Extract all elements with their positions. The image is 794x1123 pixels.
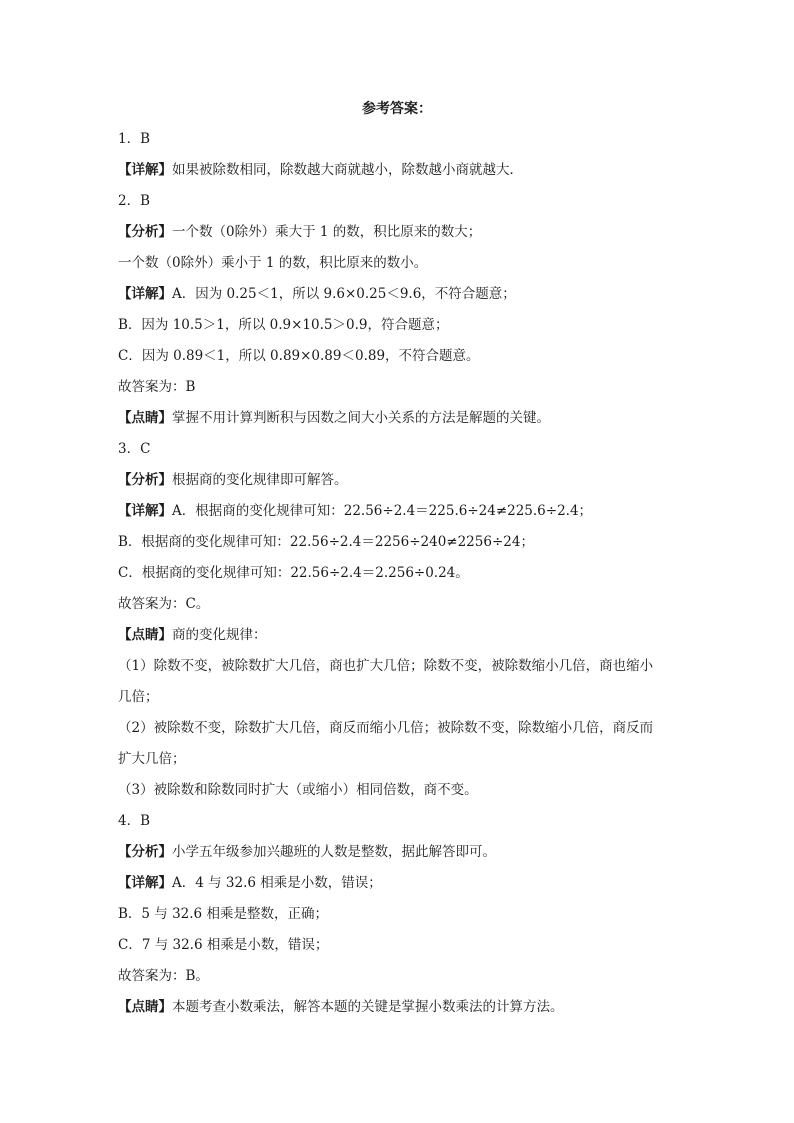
- answer-line: [118, 837, 678, 868]
- line-text: （3）被除数和除数同时扩大（或缩小）相同倍数，商不变。: [118, 782, 478, 798]
- answer-line: [118, 961, 678, 992]
- answer-line: [118, 248, 678, 279]
- section-tag: 【点睛】: [118, 999, 172, 1015]
- line-text: （1）除数不变，被除数扩大几倍，商也扩大几倍；除数不变，被除数缩小几倍，商也缩小: [118, 658, 654, 674]
- line-text: 本题考查小数乘法，解答本题的关键是掌握小数乘法的计算方法。: [172, 999, 564, 1015]
- section-tag: 【详解】: [118, 503, 172, 519]
- section-tag: 【详解】: [118, 875, 172, 891]
- answer-line: [118, 868, 678, 899]
- answer-line: [118, 124, 678, 155]
- answer-line: [118, 341, 678, 372]
- line-text: 商的变化规律：: [172, 627, 267, 643]
- answer-line: [118, 155, 678, 186]
- answer-line: [118, 217, 678, 248]
- answer-line: [118, 527, 678, 558]
- section-tag: 【点睛】: [118, 410, 172, 426]
- page-title: 参考答案：: [362, 101, 432, 117]
- line-text: A．4 与 32.6 相乘是小数，错误；: [172, 875, 382, 891]
- line-text: 根据商的变化规律即可解答。: [172, 472, 348, 488]
- section-tag: 【详解】: [118, 162, 172, 178]
- answer-line: [118, 775, 678, 806]
- line-text: A．根据商的变化规律可知：22.56÷2.4＝225.6÷24≠225.6÷2.4；: [172, 503, 593, 519]
- line-text: B．因为 10.5＞1，所以 0.9×10.5＞0.9，符合题意；: [118, 317, 449, 333]
- answer-content: [118, 124, 678, 1023]
- line-text: 几倍；: [118, 689, 159, 705]
- line-text: 2．B: [118, 193, 151, 209]
- section-tag: 【分析】: [118, 844, 172, 860]
- line-text: 一个数（0除外）乘小于 1 的数，积比原来的数小。: [118, 255, 428, 271]
- line-text: 小学五年级参加兴趣班的人数是整数，据此解答即可。: [172, 844, 496, 860]
- section-tag: 【点睛】: [118, 627, 172, 643]
- answer-line: [118, 372, 678, 403]
- line-text: 4．B: [118, 813, 151, 829]
- line-text: C．根据商的变化规律可知：22.56÷2.4＝2.256÷0.24。: [118, 565, 469, 581]
- section-tag: 【详解】: [118, 286, 172, 302]
- answer-line: [118, 186, 678, 217]
- answer-line: [118, 806, 678, 837]
- line-text: （2）被除数不变，除数扩大几倍，商反而缩小几倍；被除数不变，除数缩小几倍，商反而: [118, 720, 654, 736]
- answer-line: [118, 558, 678, 589]
- answer-line: [118, 403, 678, 434]
- answer-line: [118, 744, 678, 775]
- line-text: C．7 与 32.6 相乘是小数，错误；: [118, 937, 329, 953]
- answer-line: [118, 682, 678, 713]
- line-text: A．因为 0.25＜1，所以 9.6×0.25＜9.6，不符合题意；: [172, 286, 516, 302]
- line-text: 掌握不用计算判断积与因数之间大小关系的方法是解题的关键。: [172, 410, 550, 426]
- answer-line: [118, 930, 678, 961]
- line-text: 扩大几倍；: [118, 751, 186, 767]
- answer-line: [118, 496, 678, 527]
- answer-line: [118, 651, 678, 682]
- line-text: 1．B: [118, 131, 151, 147]
- line-text: 故答案为：C。: [118, 596, 210, 612]
- answer-line: [118, 465, 678, 496]
- line-text: 一个数（0除外）乘大于 1 的数，积比原来的数大；: [172, 224, 482, 240]
- line-text: 故答案为：B。: [118, 968, 209, 984]
- answer-line: [118, 310, 678, 341]
- answer-line: [118, 434, 678, 465]
- answer-line: [118, 713, 678, 744]
- section-tag: 【分析】: [118, 472, 172, 488]
- line-text: B．5 与 32.6 相乘是整数，正确；: [118, 906, 328, 922]
- line-text: 故答案为：B: [118, 379, 196, 395]
- answer-line: [118, 589, 678, 620]
- line-text: C．因为 0.89＜1，所以 0.89×0.89＜0.89，不符合题意。: [118, 348, 480, 364]
- section-tag: 【分析】: [118, 224, 172, 240]
- answer-line: [118, 620, 678, 651]
- answer-line: [118, 279, 678, 310]
- line-text: 3．C: [118, 441, 151, 457]
- answer-line: [118, 899, 678, 930]
- line-text: B．根据商的变化规律可知：22.56÷2.4＝2256÷240≠2256÷24；: [118, 534, 534, 550]
- answer-line: [118, 992, 678, 1023]
- line-text: 如果被除数相同，除数越大商就越小，除数越小商就越大．: [172, 162, 523, 178]
